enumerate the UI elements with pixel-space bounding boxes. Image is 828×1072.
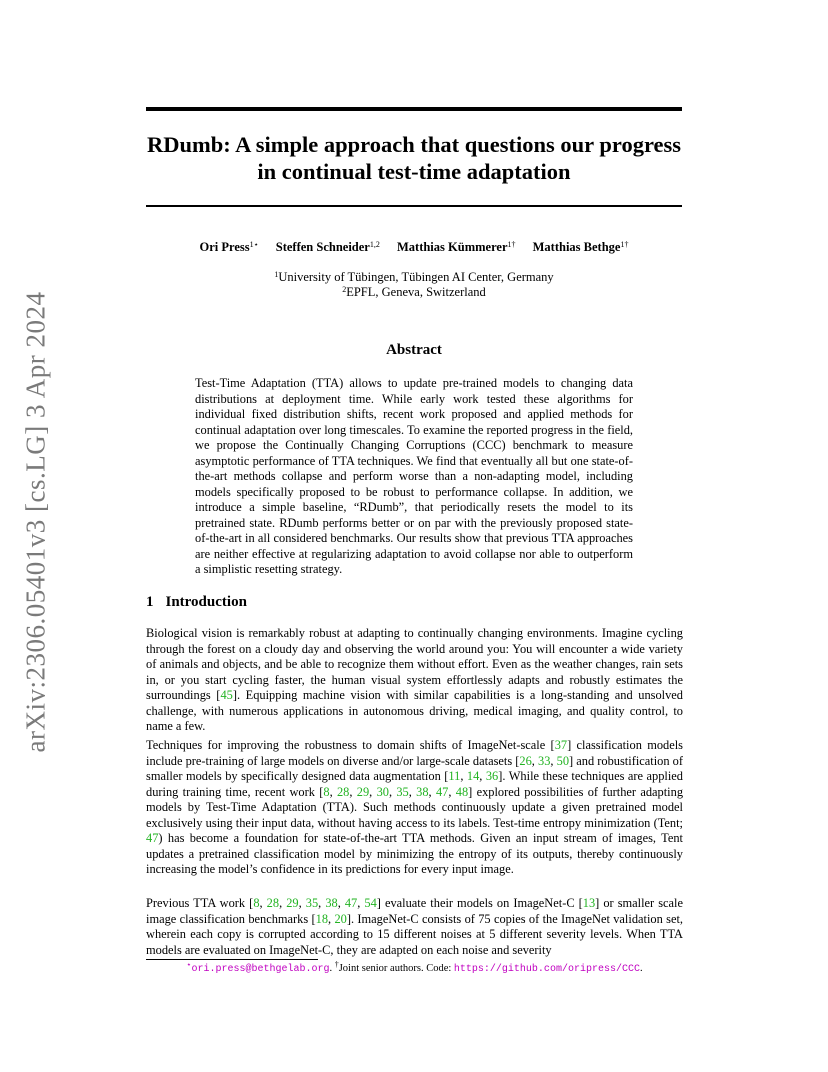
citation-link[interactable]: 36 [485, 769, 499, 783]
citation-link[interactable]: 28 [266, 896, 280, 910]
citation-link[interactable]: 47 [146, 831, 159, 845]
author: Ori Press$^{1⋆}$ [199, 240, 259, 254]
title-rule-bottom [146, 205, 682, 207]
paragraph-text: Previous TTA work [ [146, 896, 254, 910]
arxiv-stamp-text: arXiv:2306.05401v3 [cs.LG] 3 Apr 2024 [20, 291, 51, 753]
section-heading [146, 594, 247, 611]
arxiv-stamp [22, 292, 50, 752]
citation-link[interactable]: 11 [448, 769, 461, 783]
paper-title: RDumb: A simple approach that questions our progress in continual test-time adaptation [146, 132, 682, 184]
paragraph-text: , [318, 896, 326, 910]
citation-link[interactable]: 45 [220, 688, 233, 702]
paragraph-text: , [357, 896, 365, 910]
citation-link[interactable]: 20 [334, 911, 347, 926]
footnote: ⋆ori.press@bethgelab.org. †Joint senior authors. Code: https://github.com/oripress/CCC. [186, 960, 643, 975]
code-link[interactable]: https://github.com/oripress/CCC [453, 964, 640, 975]
citation-link[interactable]: 37 [554, 738, 568, 752]
intro-paragraph-2 [146, 738, 683, 878]
citation-link[interactable]: 35 [396, 784, 409, 799]
paragraph-text: ]. ImageNet-C consists of 75 copies of the ImageNet validation set, wherein each copy is corrupted according to 15 different noises at 5 different severity levels. When TTA models are evaluated on ImageNet-C, they are adapted on each noise and severity [146, 911, 683, 957]
citation-link[interactable]: 38 [416, 784, 429, 799]
paragraph-text: ) has become a foundation for state-of-the-art TTA methods. Given an input stream of images, Tent updates a pretrained classification model by minimizing the entropy of its outputs, thereby continuously increasing the model’s confidence in its predictions for every input image. [146, 831, 683, 876]
paragraph-text: ] or smaller scale image classification benchmarks [ [146, 896, 683, 926]
abstract-heading: Abstract [386, 342, 442, 358]
paragraph-text: ] classification models include pre-training of large models on diverse and/or large-scale datasets [ [146, 738, 683, 768]
affiliations [146, 270, 682, 300]
paragraph-text: ] evaluate their models on ImageNet-C [ [376, 896, 583, 910]
section-number: 1 [146, 594, 154, 610]
paragraph-text: , [531, 753, 539, 768]
footnote-rule [146, 959, 318, 960]
paragraph-text: Techniques for improving the robustness to domain shifts of ImageNet-scale [ [146, 738, 555, 752]
citation-link[interactable]: 33 [538, 753, 551, 768]
citation-link[interactable]: 29 [286, 896, 299, 910]
paragraph-text: ]. While these techniques are applied during training time, recent work [ [146, 769, 683, 799]
paragraph-text: ]. Equipping machine vision with similar capabilities is a long-standing and unsolved challenge, with numerous applications in autonomous driving, medical imaging, and quality control, to name a few. [146, 688, 683, 733]
author: Matthias Bethge$^{1\dagger}$ [532, 240, 629, 254]
paragraph-text: , [349, 784, 357, 799]
paragraph-text: , [298, 896, 306, 910]
paragraph-text: Biological vision is remarkably robust at adapting to continually changing environments. Imagine cycling through the forest on a cloudy day and observing the world around you: You will encounter a wide variety of animals and objects, and be able to recognize them without effort. Even as the weather changes, rain sets in, or you start cycling faster, the human visual system effortlessly adapts and robustly estimates the surroundings [ [146, 626, 683, 702]
citation-link[interactable]: 30 [376, 784, 389, 799]
paragraph-text: ] explored possibilities of further adapting models by Test-Time Adaptation (TTA). Such methods continuously update a given pretrained model exclusively using their input data, without having access to its labels. Test-time entropy minimization (Tent; [146, 784, 684, 830]
citation-link[interactable]: 26 [519, 753, 532, 768]
author: Steffen Schneider$^{1,2}$ [275, 240, 380, 254]
citation-link[interactable]: 29 [356, 784, 370, 799]
paragraph-text: ] and robustification of smaller models by specifically designed data augmentation [ [146, 753, 683, 783]
citation-link[interactable]: 28 [336, 784, 350, 799]
affiliation: $^2$EPFL, Geneva, Switzerland [342, 285, 486, 299]
title-rule-top [146, 107, 682, 111]
paragraph-text: , [550, 753, 557, 768]
paragraph-text: , [388, 784, 397, 799]
paragraph-text: , [428, 784, 436, 799]
citation-link[interactable]: 54 [364, 896, 377, 910]
citation-link[interactable]: 35 [305, 896, 319, 910]
intro-paragraph-1 [146, 626, 683, 735]
paragraph-text: , [337, 896, 345, 910]
section-title: Introduction [165, 594, 247, 610]
paragraph-text: , [329, 784, 337, 799]
paragraph-text: , [259, 896, 267, 910]
citation-link[interactable]: 14 [466, 769, 480, 783]
paragraph-text: , [369, 784, 377, 799]
citation-link[interactable]: 48 [455, 784, 469, 799]
citation-link[interactable]: 50 [556, 753, 570, 768]
citation-link[interactable]: 13 [582, 896, 596, 910]
paragraph-text: , [279, 896, 287, 910]
email-link[interactable]: ori.press@bethgelab.org [191, 964, 330, 975]
citation-link[interactable]: 18 [315, 911, 329, 926]
intro-paragraph-3 [146, 896, 683, 958]
paragraph-text: , [479, 769, 486, 783]
author: Matthias Kümmerer$^{1\dagger}$ [396, 240, 516, 254]
citation-link[interactable]: 8 [323, 784, 330, 799]
citation-link[interactable]: 47 [435, 784, 449, 799]
citation-link[interactable]: 38 [325, 896, 338, 910]
paragraph-text: , [448, 784, 456, 799]
abstract-text: Test-Time Adaptation (TTA) allows to update pre-trained models to changing data distributions at deployment time. While early work tested these algorithms for individual fixed distribution shifts, recent work proposed and applied methods for continual adaptation over long timescales. To examine the reported progress in the field, we propose the Continually Changing Corruptions (CCC) benchmark to measure asymptotic performance of TTA techniques. We find that eventually all but one state-of-the-art methods collapse and perform worse than a non-adapting model, including models specifically proposed to be robust to performance collapse. In addition, we introduce a simple baseline, “RDumb”, that periodically resets the model to its pretrained state. RDumb performs better or on par with the previously proposed state-of-the-art in all considered benchmarks. Our results show that previous TTA approaches are neither effective at regularizing adaptation to avoid collapse nor able to outperform a simplistic resetting strategy. [195, 376, 633, 576]
citation-link[interactable]: 47 [344, 896, 358, 910]
author-list [146, 240, 682, 255]
paragraph-text: , [460, 769, 467, 783]
citation-link[interactable]: 8 [253, 896, 260, 910]
paragraph-text: , [328, 911, 335, 926]
paragraph-text: , [408, 784, 417, 799]
affiliation: $^1$University of Tübingen, Tübingen AI Center, Germany [274, 270, 554, 284]
